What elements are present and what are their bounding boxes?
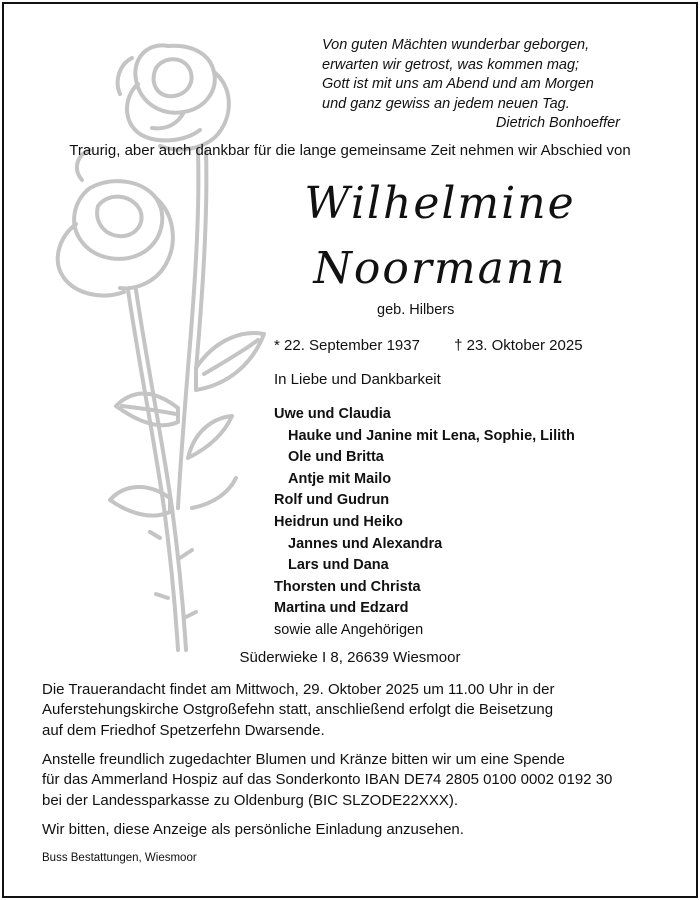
family-address: Süderwieke I 8, 26639 Wiesmoor <box>239 649 461 666</box>
family-member: Thorsten und Christa <box>274 578 421 595</box>
quote-line: erwarten wir getrost, was kommen mag; <box>322 56 580 73</box>
donation-paragraph <box>42 750 662 811</box>
family-member: Lars und Dana <box>288 557 389 574</box>
family-member: Rolf und Gudrun <box>274 492 390 509</box>
intro-text: Traurig, aber auch dankbar für die lange gemeinsame Zeit nehmen wir Abschied von <box>69 142 631 159</box>
service-line: Auferstehungskirche Ostgroßefehn statt, anschließend erfolgt die Beisetzung <box>42 701 554 719</box>
quote-author: Dietrich Bonhoeffer <box>495 115 620 132</box>
family-member: Martina und Edzard <box>274 600 409 617</box>
rose-illustration <box>28 38 288 660</box>
donation-line: bei der Landessparkasse zu Oldenburg (BIC SLZODE22XXX). <box>42 791 459 809</box>
family-member: Uwe und Claudia <box>274 406 391 422</box>
life-dates <box>274 337 583 354</box>
birth-name: geb. Hilbers <box>377 302 455 318</box>
family-list <box>274 404 575 642</box>
quote-line: Gott ist mit uns am Abend und am Morgen <box>322 76 594 93</box>
donation-line: Anstelle freundlich zugedachter Blumen und Kränze bitten wir um eine Spende <box>42 751 565 768</box>
quote-line: Von guten Mächten wunderbar geborgen, <box>322 37 590 53</box>
service-paragraph <box>42 680 662 741</box>
invitation-paragraph <box>42 820 662 840</box>
service-line: Die Trauerandacht findet am Mittwoch, 29. Oktober 2025 um 11.00 Uhr in der <box>42 681 555 698</box>
service-line: auf dem Friedhof Spetzerfehn Dwarsende. <box>42 721 325 739</box>
invitation-line: Wir bitten, diese Anzeige als persönliche Einladung anzusehen. <box>42 821 464 838</box>
family-member: Hauke und Janine mit Lena, Sophie, Lilith <box>288 427 575 444</box>
family-member: Jannes und Alexandra <box>288 535 443 552</box>
quote-line: und ganz gewiss an jedem neuen Tag. <box>322 95 570 112</box>
family-member: Ole und Britta <box>288 449 384 466</box>
family-relatives: sowie alle Angehörigen <box>274 621 424 638</box>
donation-line: für das Ammerland Hospiz auf das Sonderkonto IBAN DE74 2805 0100 0002 0192 30 <box>42 771 613 789</box>
family-member: Antje mit Mailo <box>288 470 392 487</box>
deceased-last-name: Noormann <box>313 243 567 294</box>
funeral-home-credit: Buss Bestattungen, Wiesmoor <box>42 852 197 864</box>
farewell-line: In Liebe und Dankbarkeit <box>274 371 441 388</box>
birth-date: * 22. September 1937 <box>274 337 420 354</box>
death-date: † 23. Oktober 2025 <box>454 337 583 354</box>
family-member: Heidrun und Heiko <box>274 513 403 530</box>
deceased-first-name: Wilhelmine <box>304 178 576 229</box>
bonhoeffer-quote <box>322 36 622 134</box>
